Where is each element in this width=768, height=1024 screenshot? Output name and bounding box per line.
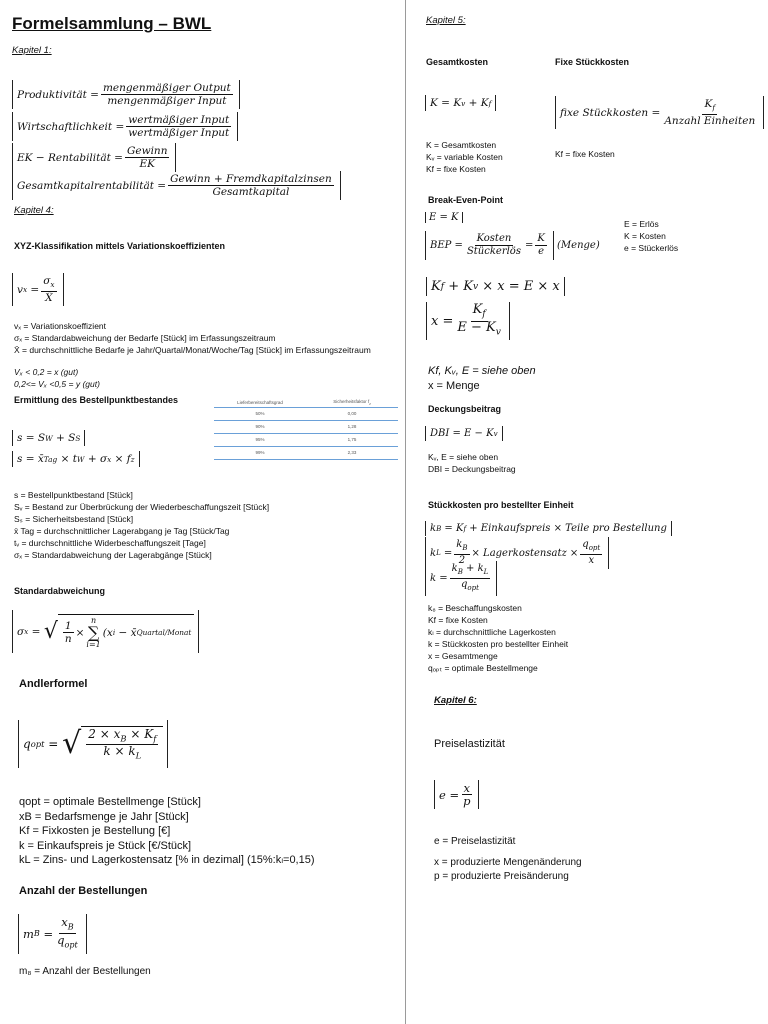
q-note: xB = Bedarfsmenge je Jahr [Stück] [19, 810, 189, 823]
q-note: qopt = optimale Bestellmenge [Stück] [19, 796, 201, 808]
table-row: 99% 2,33 [214, 446, 398, 459]
e-note: p = produzierte Preisänderung [434, 871, 569, 882]
menge-note: x = Menge [428, 379, 480, 392]
vx-notes [14, 320, 371, 356]
k-note: K = Gesamtkosten [426, 140, 497, 150]
stk-note: kₗ = durchschnittliche Lagerkosten [428, 627, 556, 637]
k-note: Kᵥ = variable Kosten [426, 152, 503, 162]
chapter-6-heading: Kapitel 6: [434, 695, 477, 706]
formula-k: k = $\frac{k_B + k_L}{q_{opt}}$ [425, 561, 497, 596]
formula-preiselastizitaet: e = $\frac{x}{p}$ [434, 780, 479, 809]
s-note: Sᵥ = Bestand zur Überbrückung der Wiederbeschaffungszeit [Stück] [14, 502, 270, 512]
db-notes [428, 451, 516, 475]
stk-note: Kf = fixe Kosten [428, 615, 488, 625]
vx-note: X̄ = durchschnittliche Bedarfe je Jahr/Quartal/Monat/Woche/Tag [Stück] im Erfassungszeitraum [14, 345, 371, 355]
formula-bep-menge: x = $\frac{K_f}{E - K_v}$ [426, 302, 510, 340]
s-note: tᵥ = durchschnittliche Widerbeschaffungszeit [Tage] [14, 538, 206, 548]
db-note: Kᵥ, E = siehe oben [428, 452, 499, 462]
bep-note: K = Kosten [624, 231, 666, 241]
k-note: Kf = fixe Kosten [426, 164, 486, 174]
vx-rule: Vₓ < 0,2 = x (gut) [14, 367, 79, 377]
table-header: Sicherheitsfaktor $f_z$ [306, 398, 398, 407]
table-row: 50% 0,00 [214, 407, 398, 420]
formula-anzahl-bestellungen: m B = $\frac{x_B}{q_{opt}}$ [18, 914, 87, 954]
preiselastizitaet-heading: Preiselastizität [434, 738, 505, 750]
siehe-oben-note: Kf, Kᵥ, E = siehe oben [428, 365, 536, 377]
q-notes [19, 795, 315, 868]
kf-note: Kf = fixe Kosten [555, 149, 615, 159]
formula-produktivitaet: Produktivität = $\frac{\text{mengenmäßiger Output}}{\text{mengenmäßiger Input}}$ [12, 80, 240, 109]
column-divider [405, 0, 406, 1024]
stueckkosten-heading: Stückkosten pro bestellter Einheit [428, 500, 574, 510]
vx-rules [14, 366, 100, 390]
formula-standardabweichung: σ x = √ $\frac{1}{n}$ × n ∑ i=1 (x i − x̄ Quartal/Monat [12, 610, 199, 653]
stk-notes [428, 602, 568, 674]
q-note: Kf = Fixkosten je Bestellung [€] [19, 825, 171, 837]
anzahl-heading: Anzahl der Bestellungen [19, 885, 148, 897]
page-title: Formelsammlung – BWL [12, 14, 212, 33]
chapter-4-heading: Kapitel 4: [14, 205, 54, 216]
bestellpunkt-heading: Ermittlung des Bestellpunktbestandes [14, 395, 179, 405]
s-notes [14, 489, 269, 561]
s-note: s = Bestellpunktbestand [Stück] [14, 490, 133, 500]
formula-ek-rentabilitaet: EK − Rentabilität = $\frac{\text{Gewinn}}{EK}$ [12, 143, 176, 172]
table-row: 95% 1,75 [214, 433, 398, 446]
stk-note: k₈ = Beschaffungskosten [428, 603, 522, 613]
std-heading: Standardabweichung [14, 586, 106, 596]
formula-bep: BEP = $\frac{\text{Kosten}}{\text{Stückerlös}}$ = $\frac{K}{e}$ (Menge) [425, 231, 600, 260]
bep-heading: Break-Even-Point [428, 195, 504, 205]
formula-bestellpunkt-2: s = x̄ Tag × t W + σ x × f z [12, 451, 140, 467]
formula-fixe-stueckkosten: fixe Stückkosten = $\frac{K_f}{\text{Anzahl Einheiten}}$ [555, 96, 764, 129]
stk-note: x = Gesamtmenge [428, 651, 498, 661]
s-note: σₓ = Standardabweichung der Lagerabgänge [Stück] [14, 550, 212, 560]
gesamtkosten-heading: Gesamtkosten [426, 57, 489, 67]
andler-heading: Andlerformel [19, 678, 88, 690]
e-notes [434, 856, 582, 884]
q-note: k = Einkaufspreis je Stück [€/Stück] [19, 839, 192, 852]
vx-note: vₓ = Variationskoeffizient [14, 321, 107, 331]
table-row: 90% 1,28 [214, 420, 398, 433]
s-note: Sₛ = Sicherheitsbestand [Stück] [14, 514, 134, 524]
stk-note: qₒₚₜ = optimale Bestellmenge [428, 663, 538, 673]
formula-deckungsbeitrag: DBI = E − K v [425, 426, 503, 441]
m-note: m₈ = Anzahl der Bestellungen [19, 966, 151, 977]
vx-rule: 0,2<= Vₓ <0,5 = y (gut) [14, 379, 100, 389]
stk-note: k = Stückkosten pro bestellter Einheit [428, 639, 569, 649]
formula-kl: k L = $\frac{k_B}{2}$ × Lagerkostensatz × $\frac{q_{opt}}{x}$ [425, 537, 609, 569]
q-note: kL = Zins- und Lagerkostensatz [% in dezimal] (15%:kₗ=0,15) [19, 854, 315, 866]
formula-bep-gleichung: K f + K v × x = E × x [426, 277, 565, 296]
bep-siehe-oben [428, 364, 536, 393]
db-note: DBI = Deckungsbeitrag [428, 464, 516, 474]
s-note: x̄ Tag = durchschnittlicher Lagerabgang je Tag [Stück/Tag [14, 526, 230, 536]
chapter-1-heading: Kapitel 1: [12, 45, 52, 56]
deckungsbeitrag-heading: Deckungsbeitrag [428, 404, 502, 414]
formula-bestellpunkt-1: s = S W + S S [12, 430, 85, 446]
formula-variationskoeffizient: v x = $\frac{\sigma_x}{X̄}$ [12, 273, 64, 306]
chapter-5-heading: Kapitel 5: [426, 15, 466, 26]
xyz-heading: XYZ-Klassifikation mittels Variationskoeffizienten [14, 241, 226, 251]
formula-andler: q opt = √ $\frac{2 \times x_B \times K_f}{k \times k_L}$ [18, 720, 168, 768]
table-header: Lieferbereitschaftsgrad [214, 398, 306, 407]
gesamtkosten-notes [426, 139, 503, 175]
e-note-1: e = Preiselastizität [434, 836, 516, 847]
formula-e-gleich-k: E = K [425, 212, 463, 223]
formula-kb: k B = K f + Einkaufspreis × Teile pro Bestellung [425, 521, 672, 536]
formula-wirtschaftlichkeit: Wirtschaftlichkeit = $\frac{\text{wertmäßiger Input}}{\text{wertmäßiger Input}}$ [12, 112, 238, 141]
formula-gesamtkapitalrentabilitaet: Gesamtkapitalrentabilität = $\frac{\text{Gewinn + Fremdkapitalzinsen}}{\text{Gesamtkapital}}$ [12, 171, 341, 200]
bep-note: E = Erlös [624, 219, 659, 229]
safety-factor-table [214, 398, 398, 460]
fixe-stueckkosten-heading: Fixe Stückkosten [555, 57, 630, 67]
vx-note: σₓ = Standardabweichung der Bedarfe [Stück] im Erfassungszeitraum [14, 333, 276, 343]
bep-note: e = Stückerlös [624, 243, 679, 253]
e-note: x = produzierte Mengenänderung [434, 857, 582, 868]
formula-gesamtkosten: K = K v + K f [425, 95, 496, 111]
bep-notes [624, 218, 678, 254]
